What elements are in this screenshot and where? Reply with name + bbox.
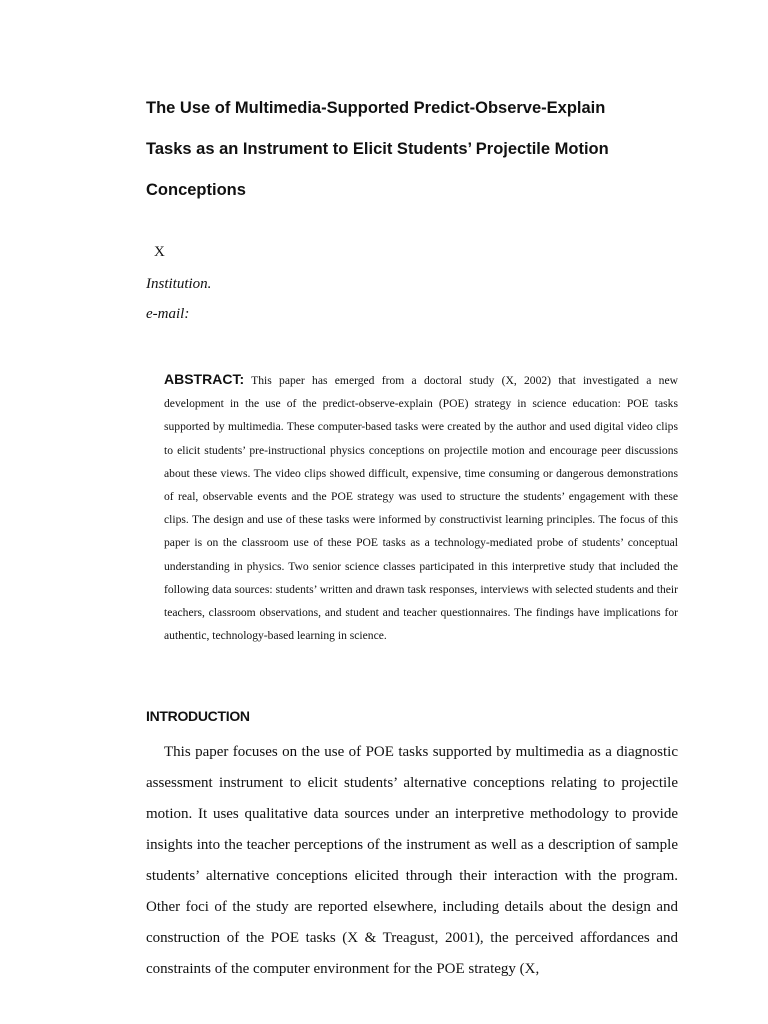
abstract-text: This paper has emerged from a doctoral study (X, 2002) that investigated a new development in the use of the predict-observe-explain (POE) strategy in science education: POE tasks supported by multimedia. These computer-based tasks were created by the author and used digital video clips to elicit students’ pre-instructional physics conceptions on projectile motion and encourage peer discussions about these views. The video clips showed difficult, expensive, time consuming or dangerous demonstrations of real, observable events and the POE strategy was used to structure the students’ engagement with these clips. The design and use of these tasks were informed by constructivist learning principles. The focus of this paper is on the classroom use of these POE tasks as a technology-mediated probe of students’ conceptual understanding in physics. Two senior science classes participated in this interpretive study that included the following data sources: students’ written and drawn task responses, interviews with selected students and their teachers, classroom observations, and student and teacher questionnaires. The findings have implications for authentic, technology-based learning in science. bbox=[164, 374, 678, 643]
introduction-text: This paper focuses on the use of POE tasks supported by multimedia as a diagnostic assessment instrument to elicit students’ alternative conceptions relating to projectile motion. It uses qualitative data sources under an interpretive methodology to provide insights into the teacher perceptions of the instrument as well as a description of sample students’ alternative conceptions elicited through their interaction with the program. Other foci of the study are reported elsewhere, including details about the design and construction of the POE tasks (X & Treagust, 2001), the perceived affordances and constraints of the computer environment for the POE strategy (X, bbox=[146, 744, 678, 977]
paper-title bbox=[146, 88, 706, 211]
author-name: X bbox=[154, 244, 165, 260]
abstract bbox=[164, 368, 678, 647]
title-line: Tasks as an Instrument to Elicit Students’ Projectile Motion bbox=[146, 140, 609, 158]
title-line: The Use of Multimedia-Supported Predict-Observe-Explain bbox=[146, 99, 606, 117]
title-line: Conceptions bbox=[146, 181, 246, 199]
author-email: e-mail: bbox=[146, 306, 190, 322]
abstract-label: ABSTRACT: bbox=[164, 371, 245, 387]
introduction-heading: INTRODUCTION bbox=[146, 708, 250, 724]
author-institution: Institution. bbox=[146, 276, 212, 292]
